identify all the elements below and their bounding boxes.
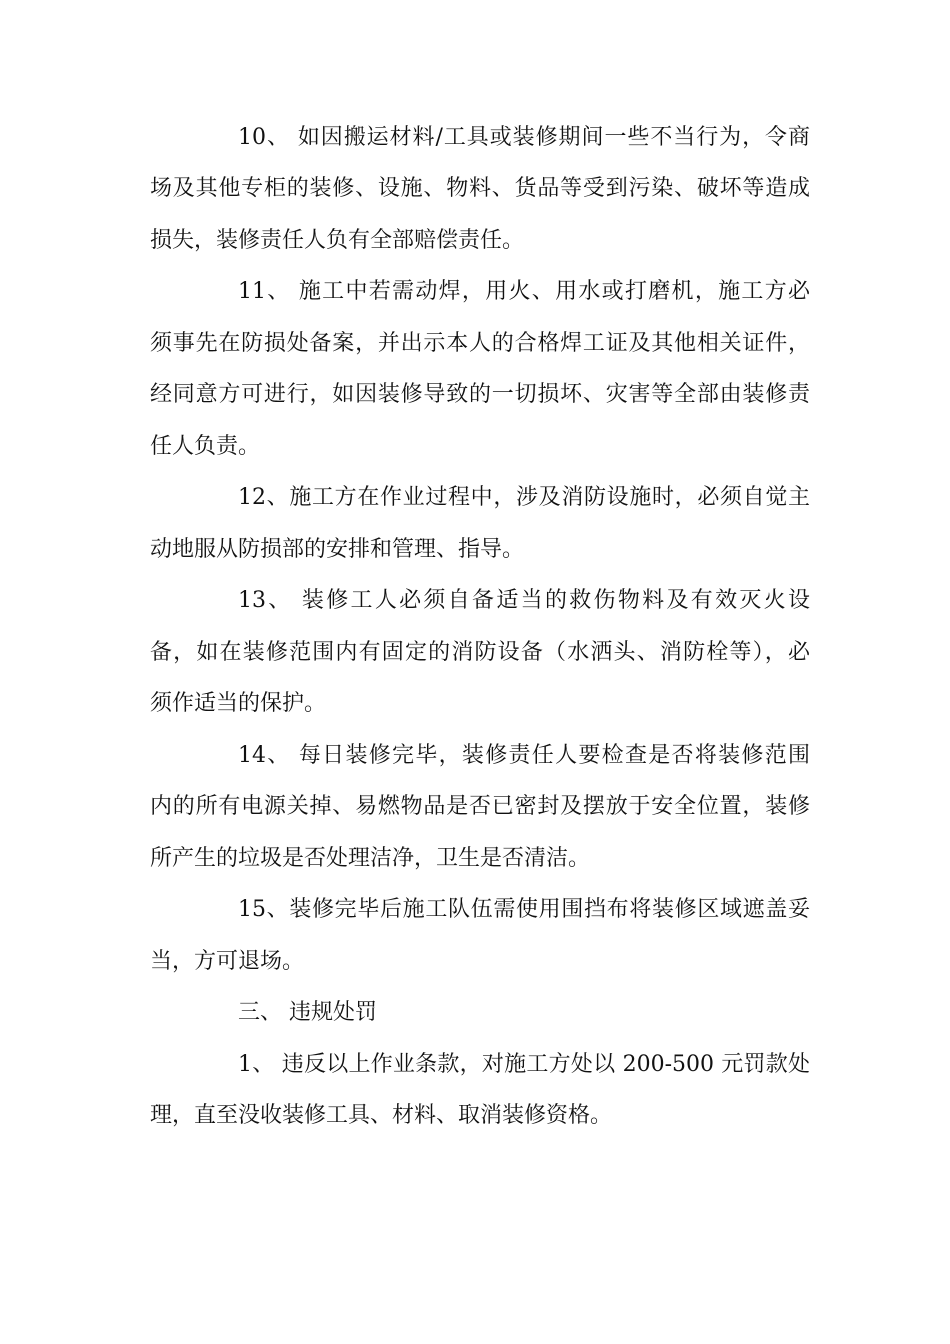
text-line-penalty1-2: 理，直至没收装修工具、材料、取消装修资格。: [150, 1103, 613, 1128]
text-line-item11-1: 11、 施工中若需动焊，用火、用水或打磨机，施工方必: [238, 279, 810, 304]
text-line-item15-1: 15、装修完毕后施工队伍需使用围挡布将装修区域遮盖妥: [238, 897, 810, 922]
text-line-item14-3: 所产生的垃圾是否处理洁净，卫生是否清洁。: [150, 846, 591, 871]
text-line-item11-4: 任人负责。: [150, 434, 261, 459]
section-heading-penalties: 三、 违规处罚: [238, 1000, 377, 1025]
text-line-item10-1: 10、 如因搬运材料/工具或装修期间一些不当行为，令商: [238, 125, 810, 150]
text-line-item13-3: 须作适当的保护。: [150, 691, 327, 716]
text-line-item10-3: 损失，装修责任人负有全部赔偿责任。: [150, 228, 525, 253]
text-line-item12-2: 动地服从防损部的安排和管理、指导。: [150, 537, 525, 562]
text-line-item10-2: 场及其他专柜的装修、设施、物料、货品等受到污染、破坏等造成: [150, 176, 810, 201]
text-line-item15-2: 当，方可退场。: [150, 949, 305, 974]
text-line-item11-3: 经同意方可进行，如因装修导致的一切损坏、灾害等全部由装修责: [150, 382, 810, 407]
text-line-item12-1: 12、施工方在作业过程中，涉及消防设施时，必须自觉主: [238, 485, 810, 510]
text-line-item14-2: 内的所有电源关掉、易燃物品是否已密封及摆放于安全位置，装修: [150, 794, 810, 819]
text-line-item14-1: 14、 每日装修完毕，装修责任人要检查是否将装修范围: [238, 743, 810, 768]
text-line-item11-2: 须事先在防损处备案，并出示本人的合格焊工证及其他相关证件，: [150, 331, 810, 356]
text-line-penalty1-1: 1、 违反以上作业条款，对施工方处以 200-500 元罚款处: [238, 1052, 810, 1077]
text-line-item13-2: 备，如在装修范围内有固定的消防设备（水洒头、消防栓等），必: [150, 640, 810, 665]
text-line-item13-1: 13、 装修工人必须自备适当的救伤物料及有效灭火设: [238, 588, 810, 613]
